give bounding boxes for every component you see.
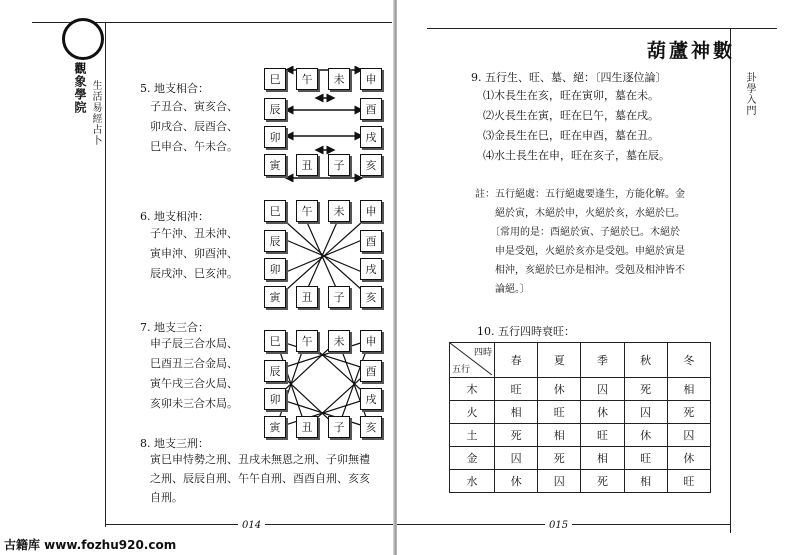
section-6-line: 子午沖、丑未沖、 [150,227,238,240]
element-cell: 金 [450,447,495,470]
season-table [449,342,711,493]
branch-si: 巳 [264,68,286,90]
state-cell: 相 [624,470,667,493]
section-5-title: 5. 地支相合： [140,82,209,95]
logo-text: 觀象學院 [73,62,87,114]
state-cell: 休 [581,401,624,424]
section-7-line: 巳酉丑三合金局、 [150,357,238,370]
branch-you: 酉 [360,230,382,252]
corner-season-label: 四時 [473,348,492,358]
branch-chen: 辰 [264,360,286,382]
note-line: 絕於寅，木絕於申，火絕於亥，水絕於巳。 [475,208,685,219]
right-page [397,0,793,555]
branch-mao: 卯 [264,258,286,280]
section-10-title: 10. 五行四時衰旺： [477,325,575,338]
branch-chou: 丑 [296,416,318,438]
state-cell: 旺 [538,401,581,424]
state-cell: 相 [495,401,538,424]
note-line: 相沖，亥絕於巳亦是相沖。受剋及相沖皆不 [475,265,685,276]
section-7-title: 7. 地支三合： [140,321,209,334]
branch-mao: 卯 [264,126,286,148]
state-cell: 死 [667,401,710,424]
table-row [450,470,711,493]
branch-si: 巳 [264,200,286,222]
branch-grid-combine [262,66,386,182]
state-cell: 休 [495,470,538,493]
state-cell: 相 [667,378,710,401]
logo [62,18,104,60]
top-rule [427,28,777,29]
section-8-line: 自刑。 [150,491,183,504]
running-head: 生活易經占卜 [90,80,101,146]
section-5-line: 子丑合、寅亥合、 [150,100,238,113]
left-page [0,0,396,555]
section-8-line: 寅巳申恃勢之刑、丑戌未無恩之刑、子卯無禮 [150,453,370,466]
page-number: 015 [545,520,572,531]
section-9-line: ⑶金長生在巳，旺在申酉，墓在丑。 [483,129,659,142]
state-cell: 休 [538,378,581,401]
branch-you: 酉 [360,98,382,120]
table-corner-cell [450,343,495,378]
season-header: 秋 [624,343,667,378]
branch-shen: 申 [360,200,382,222]
section-9-line: ⑷水土長生在申，旺在亥子，墓在辰。 [483,149,670,162]
branch-zi: 子 [328,286,350,308]
state-cell: 囚 [538,470,581,493]
section-6-title: 6. 地支相沖： [140,210,209,223]
branch-shen: 申 [360,68,382,90]
section-8-title: 8. 地支三刑： [140,437,209,450]
state-cell: 死 [624,378,667,401]
season-header: 季 [581,343,624,378]
note-line: 註：五行絕處：五行絕處要逢生，方能化解。金 [475,189,685,200]
margin-rule [105,22,106,527]
state-cell: 相 [538,424,581,447]
table-row [450,401,711,424]
element-cell: 水 [450,470,495,493]
section-7-line: 亥卯未三合木局。 [150,397,238,410]
branch-xu: 戌 [360,388,382,410]
section-9-title: 9. 五行生、旺、墓、絕：〔四生逐位論〕 [471,71,667,84]
page-number: 014 [238,520,265,531]
section-6-line: 辰戌沖、巳亥沖。 [150,267,238,280]
state-cell: 死 [581,470,624,493]
season-header: 夏 [538,343,581,378]
branch-mao: 卯 [264,388,286,410]
branch-chou: 丑 [296,286,318,308]
branch-hai: 亥 [360,416,382,438]
note-line: 〔常用的是：酉絕於寅、子絕於巳。木絕於 [475,227,680,238]
branch-wei: 未 [328,330,350,352]
section-9-line: ⑵火長生在寅，旺在巳午，墓在戌。 [483,109,659,122]
branch-si: 巳 [264,330,286,352]
branch-wei: 未 [328,200,350,222]
state-cell: 旺 [581,424,624,447]
branch-yin: 寅 [264,416,286,438]
margin-rule [730,28,731,533]
state-cell: 休 [667,447,710,470]
season-header: 春 [495,343,538,378]
state-cell: 囚 [495,447,538,470]
state-cell: 旺 [495,378,538,401]
branch-hai: 亥 [360,154,382,176]
note-line: 論絕。〕 [475,284,530,295]
element-cell: 土 [450,424,495,447]
element-cell: 火 [450,401,495,424]
state-cell: 旺 [667,470,710,493]
branch-yin: 寅 [264,286,286,308]
corner-element-label: 五行 [452,365,471,375]
table-row [450,447,711,470]
branch-chou: 丑 [296,154,318,176]
state-cell: 旺 [624,447,667,470]
section-6-line: 寅申沖、卯酉沖、 [150,247,238,260]
branch-wei: 未 [328,68,350,90]
running-head: 卦學入門 [744,72,755,116]
state-cell: 囚 [581,378,624,401]
state-cell: 囚 [667,424,710,447]
season-header: 冬 [667,343,710,378]
section-8-line: 之刑、辰辰自刑、午午自刑、酉酉自刑、亥亥 [150,472,370,485]
branch-grid-triad [262,328,386,444]
branch-grid-clash [262,198,386,314]
state-cell: 相 [581,447,624,470]
branch-chen: 辰 [264,98,286,120]
section-7-line: 申子辰三合水局、 [150,337,238,350]
branch-wu: 午 [296,330,318,352]
section-9-line: ⑴木長生在亥，旺在寅卯，墓在未。 [483,89,659,102]
section-5-line: 卯戌合、辰酉合、 [150,120,238,133]
branch-wu: 午 [296,68,318,90]
watermark-footer: 古籍库 www.fozhu920.com [0,534,180,555]
state-cell: 死 [538,447,581,470]
element-cell: 木 [450,378,495,401]
state-cell: 囚 [624,401,667,424]
state-cell: 死 [495,424,538,447]
branch-xu: 戌 [360,126,382,148]
section-7-line: 寅午戌三合火局、 [150,377,238,390]
branch-wu: 午 [296,200,318,222]
branch-xu: 戌 [360,258,382,280]
branch-shen: 申 [360,330,382,352]
section-5-line: 巳申合、午未合。 [150,140,238,153]
note-line: 申是受剋，火絕於亥亦是受剋。申絕於寅是 [475,246,685,257]
state-cell: 休 [624,424,667,447]
table-row [450,424,711,447]
branch-you: 酉 [360,360,382,382]
branch-yin: 寅 [264,154,286,176]
branch-zi: 子 [328,416,350,438]
book-title: 葫蘆神數 [647,40,736,62]
table-row [450,378,711,401]
branch-chen: 辰 [264,230,286,252]
branch-hai: 亥 [360,286,382,308]
branch-zi: 子 [328,154,350,176]
